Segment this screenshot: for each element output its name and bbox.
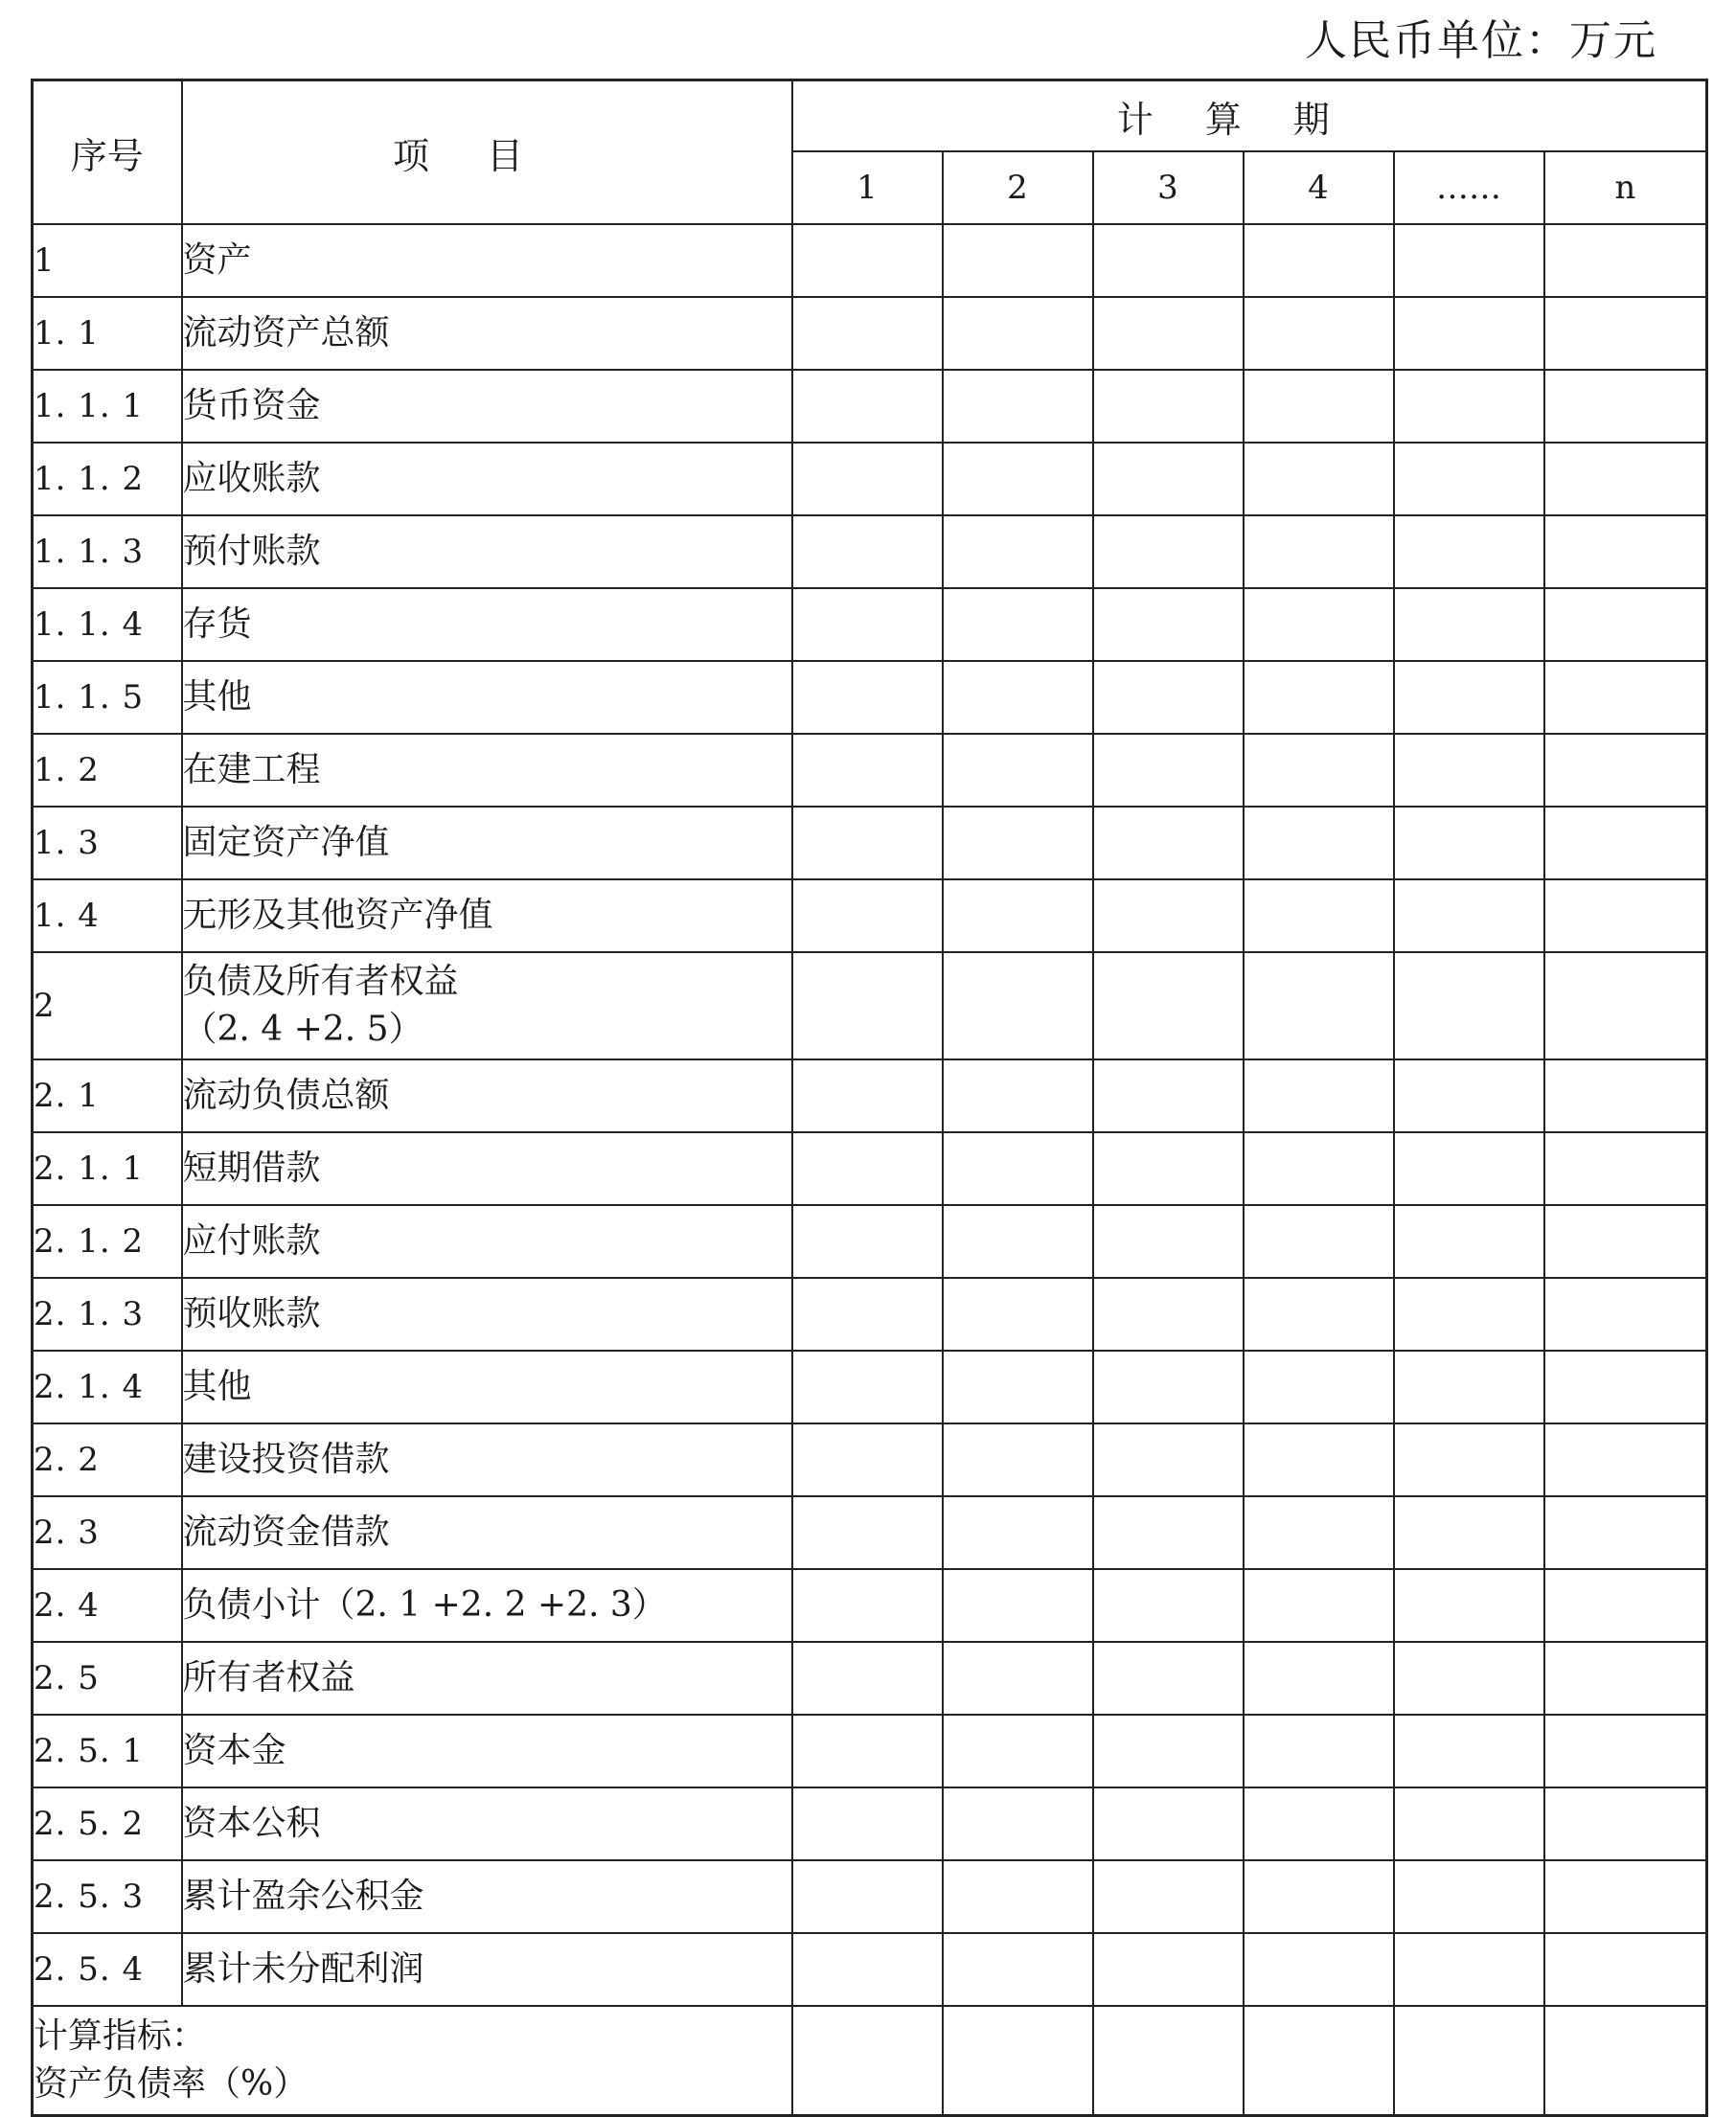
row-seq: 2. 1. 3	[33, 1278, 182, 1351]
value-cell[interactable]	[1394, 297, 1544, 370]
value-cell[interactable]	[1544, 807, 1707, 879]
table-row	[33, 952, 1707, 1059]
value-cell[interactable]	[943, 1132, 1093, 1205]
value-cell[interactable]	[1093, 1787, 1244, 1860]
value-cell[interactable]	[1093, 1132, 1244, 1205]
value-cell[interactable]	[1244, 2006, 1394, 2116]
value-cell[interactable]	[792, 588, 943, 661]
row-seq: 2. 1. 1	[33, 1132, 182, 1205]
value-cell[interactable]	[1394, 515, 1544, 588]
header-item	[182, 80, 792, 225]
table-row	[33, 297, 1707, 370]
row-item	[182, 370, 792, 443]
value-cell[interactable]	[1394, 1715, 1544, 1787]
value-cell[interactable]	[1244, 1278, 1394, 1351]
value-cell[interactable]	[792, 297, 943, 370]
row-item-label: 短期借款	[182, 1149, 321, 1188]
value-cell[interactable]	[943, 2006, 1093, 2116]
value-cell[interactable]	[792, 2006, 943, 2116]
row-seq: 1. 3	[33, 807, 182, 879]
table-row	[33, 1278, 1707, 1351]
value-cell[interactable]	[1394, 1860, 1544, 1933]
header-col-2: 2	[943, 151, 1093, 224]
value-cell[interactable]	[1394, 1496, 1544, 1569]
value-cell[interactable]	[1244, 879, 1394, 952]
value-cell[interactable]	[1244, 661, 1394, 734]
value-cell[interactable]	[1093, 2006, 1244, 2116]
table-row	[33, 1569, 1707, 1642]
indicator-cell	[33, 2006, 792, 2116]
row-item-label: 所有者权益	[182, 1658, 355, 1697]
header-period: 计算期	[792, 80, 1707, 152]
value-cell[interactable]	[943, 1423, 1093, 1496]
table-row	[33, 807, 1707, 879]
value-cell[interactable]	[1244, 1569, 1394, 1642]
value-cell[interactable]	[943, 661, 1093, 734]
row-seq: 1. 1. 3	[33, 515, 182, 588]
value-cell[interactable]	[1244, 1423, 1394, 1496]
value-cell[interactable]	[1544, 1860, 1707, 1933]
table-row	[33, 1423, 1707, 1496]
row-item	[182, 443, 792, 515]
row-item-label: 资本公积	[182, 1804, 321, 1843]
value-cell[interactable]	[1093, 1205, 1244, 1278]
value-cell[interactable]	[943, 1278, 1093, 1351]
value-cell[interactable]	[1544, 443, 1707, 515]
table-row	[33, 1860, 1707, 1933]
value-cell[interactable]	[1544, 370, 1707, 443]
value-cell[interactable]	[1093, 661, 1244, 734]
table-row	[33, 1642, 1707, 1715]
table-row	[33, 879, 1707, 952]
value-cell[interactable]	[943, 1205, 1093, 1278]
row-item	[182, 588, 792, 661]
value-cell[interactable]	[1093, 879, 1244, 952]
row-item	[182, 1715, 792, 1787]
value-cell[interactable]	[1093, 1860, 1244, 1933]
value-cell[interactable]	[1394, 1787, 1544, 1860]
value-cell[interactable]	[1244, 1496, 1394, 1569]
value-cell[interactable]	[943, 588, 1093, 661]
value-cell[interactable]	[1244, 443, 1394, 515]
value-cell[interactable]	[792, 1569, 943, 1642]
value-cell[interactable]	[792, 1715, 943, 1787]
row-item	[182, 1132, 792, 1205]
header-col-ellipsis: ……	[1394, 151, 1544, 224]
row-item-label: 固定资产净值	[182, 823, 390, 862]
value-cell[interactable]	[1093, 1933, 1244, 2006]
value-cell[interactable]	[1394, 1423, 1544, 1496]
table-row	[33, 370, 1707, 443]
value-cell[interactable]	[792, 807, 943, 879]
row-item-label: 应付账款	[182, 1221, 321, 1261]
value-cell[interactable]	[792, 443, 943, 515]
value-cell[interactable]	[1244, 1205, 1394, 1278]
row-item	[182, 807, 792, 879]
row-seq: 1. 1. 4	[33, 588, 182, 661]
row-item-label: 资产	[182, 240, 252, 280]
row-seq: 2. 5. 1	[33, 1715, 182, 1787]
value-cell[interactable]	[792, 661, 943, 734]
value-cell[interactable]	[1544, 1278, 1707, 1351]
value-cell[interactable]	[1394, 1205, 1544, 1278]
row-item-label: 预付账款	[182, 532, 321, 571]
row-seq: 2. 3	[33, 1496, 182, 1569]
row-seq: 2. 1	[33, 1059, 182, 1132]
row-item	[182, 1569, 792, 1642]
row-item-label: 负债及所有者权益	[182, 962, 459, 1001]
header-col-4: 4	[1244, 151, 1394, 224]
value-cell[interactable]	[943, 224, 1093, 297]
value-cell[interactable]	[1544, 879, 1707, 952]
value-cell[interactable]	[1093, 588, 1244, 661]
row-item	[182, 297, 792, 370]
value-cell[interactable]	[792, 515, 943, 588]
value-cell[interactable]	[1093, 807, 1244, 879]
value-cell[interactable]	[1244, 224, 1394, 297]
value-cell[interactable]	[1544, 1423, 1707, 1496]
value-cell[interactable]	[1093, 1569, 1244, 1642]
row-seq: 1	[33, 224, 182, 297]
value-cell[interactable]	[1544, 734, 1707, 807]
value-cell[interactable]	[1544, 1351, 1707, 1423]
row-seq: 2. 2	[33, 1423, 182, 1496]
row-item-label: 货币资金	[182, 386, 321, 425]
value-cell[interactable]	[1244, 734, 1394, 807]
row-item	[182, 1059, 792, 1132]
value-cell[interactable]	[1544, 1132, 1707, 1205]
row-item-label: 存货	[182, 604, 252, 644]
value-cell[interactable]	[1093, 1351, 1244, 1423]
table-row	[33, 661, 1707, 734]
value-cell[interactable]	[792, 952, 943, 1059]
value-cell[interactable]	[792, 224, 943, 297]
table-row	[33, 443, 1707, 515]
value-cell[interactable]	[1544, 224, 1707, 297]
table-row	[33, 1205, 1707, 1278]
value-cell[interactable]	[943, 515, 1093, 588]
value-cell[interactable]	[1544, 1569, 1707, 1642]
value-cell[interactable]	[943, 952, 1093, 1059]
value-cell[interactable]	[792, 1351, 943, 1423]
row-seq: 1. 1	[33, 297, 182, 370]
header-col-3: 3	[1093, 151, 1244, 224]
row-item-label: 资本金	[182, 1731, 286, 1770]
row-seq: 1. 4	[33, 879, 182, 952]
header-col-1: 1	[792, 151, 943, 224]
value-cell[interactable]	[1544, 661, 1707, 734]
value-cell[interactable]	[943, 879, 1093, 952]
row-item	[182, 734, 792, 807]
value-cell[interactable]	[1093, 1715, 1244, 1787]
value-cell[interactable]	[1093, 952, 1244, 1059]
value-cell[interactable]	[1544, 952, 1707, 1059]
row-item-label: 预收账款	[182, 1294, 321, 1333]
row-item-formula: （2. 4 +2. 5）	[182, 1010, 423, 1049]
value-cell[interactable]	[792, 879, 943, 952]
value-cell[interactable]	[1394, 734, 1544, 807]
table-row	[33, 1787, 1707, 1860]
value-cell[interactable]	[1244, 807, 1394, 879]
value-cell[interactable]	[1394, 952, 1544, 1059]
value-cell[interactable]	[1244, 1059, 1394, 1132]
value-cell[interactable]	[1394, 1569, 1544, 1642]
table-row	[33, 588, 1707, 661]
value-cell[interactable]	[792, 1642, 943, 1715]
value-cell[interactable]	[1093, 515, 1244, 588]
value-cell[interactable]	[1394, 661, 1544, 734]
row-item	[182, 1933, 792, 2006]
value-cell[interactable]	[792, 1496, 943, 1569]
value-cell[interactable]	[943, 1787, 1093, 1860]
row-item	[182, 879, 792, 952]
value-cell[interactable]	[792, 1423, 943, 1496]
value-cell[interactable]	[1093, 443, 1244, 515]
value-cell[interactable]	[943, 1642, 1093, 1715]
value-cell[interactable]	[1544, 1496, 1707, 1569]
row-item	[182, 1496, 792, 1569]
value-cell[interactable]	[1244, 1351, 1394, 1423]
value-cell[interactable]	[943, 443, 1093, 515]
row-item-label: 流动负债总额	[182, 1076, 390, 1115]
row-seq: 1. 1. 1	[33, 370, 182, 443]
value-cell[interactable]	[1244, 952, 1394, 1059]
value-cell[interactable]	[943, 1860, 1093, 1933]
value-cell[interactable]	[1544, 2006, 1707, 2116]
row-seq: 1. 1. 2	[33, 443, 182, 515]
value-cell[interactable]	[1244, 297, 1394, 370]
row-item-label: 应收账款	[182, 459, 321, 498]
table-body	[33, 224, 1707, 2116]
value-cell[interactable]	[1394, 2006, 1544, 2116]
table-row	[33, 1132, 1707, 1205]
row-item	[182, 1787, 792, 1860]
value-cell[interactable]	[1244, 1933, 1394, 2006]
value-cell[interactable]	[792, 370, 943, 443]
value-cell[interactable]	[1244, 1715, 1394, 1787]
value-cell[interactable]	[1544, 297, 1707, 370]
value-cell[interactable]	[792, 1933, 943, 2006]
row-seq: 2. 5. 4	[33, 1933, 182, 2006]
value-cell[interactable]	[1244, 1787, 1394, 1860]
row-item-label: 建设投资借款	[182, 1440, 390, 1479]
value-cell[interactable]	[943, 1059, 1093, 1132]
value-cell[interactable]	[792, 1860, 943, 1933]
value-cell[interactable]	[1093, 1642, 1244, 1715]
table-row	[33, 734, 1707, 807]
value-cell[interactable]	[1093, 1278, 1244, 1351]
value-cell[interactable]	[1544, 1933, 1707, 2006]
value-cell[interactable]	[943, 734, 1093, 807]
table-row	[33, 1933, 1707, 2006]
value-cell[interactable]	[792, 1278, 943, 1351]
unit-label: 人民币单位：万元	[1305, 16, 1657, 65]
balance-sheet-table	[31, 79, 1708, 2117]
table-row	[33, 1496, 1707, 1569]
table-row	[33, 515, 1707, 588]
value-cell[interactable]	[1394, 224, 1544, 297]
row-seq: 2. 1. 2	[33, 1205, 182, 1278]
row-item	[182, 1278, 792, 1351]
value-cell[interactable]	[1394, 807, 1544, 879]
row-seq: 1. 1. 5	[33, 661, 182, 734]
row-seq: 2	[33, 952, 182, 1059]
value-cell[interactable]	[1544, 515, 1707, 588]
value-cell[interactable]	[1244, 1132, 1394, 1205]
value-cell[interactable]	[1244, 515, 1394, 588]
row-item-label: 其他	[182, 1367, 252, 1406]
value-cell[interactable]	[1093, 1423, 1244, 1496]
value-cell[interactable]	[1394, 443, 1544, 515]
value-cell[interactable]	[1394, 370, 1544, 443]
row-item-label: 累计盈余公积金	[182, 1877, 424, 1916]
row-seq: 2. 5. 2	[33, 1787, 182, 1860]
row-seq: 2. 5	[33, 1642, 182, 1715]
value-cell[interactable]	[1244, 370, 1394, 443]
row-item	[182, 224, 792, 297]
value-cell[interactable]	[792, 1059, 943, 1132]
row-seq: 2. 4	[33, 1569, 182, 1642]
value-cell[interactable]	[1093, 370, 1244, 443]
row-seq: 2. 5. 3	[33, 1860, 182, 1933]
value-cell[interactable]	[1093, 734, 1244, 807]
row-item	[182, 952, 792, 1059]
value-cell[interactable]	[1544, 1715, 1707, 1787]
value-cell[interactable]	[943, 1933, 1093, 2006]
value-cell[interactable]	[1244, 1860, 1394, 1933]
row-item-label: 负债小计（2. 1 +2. 2 +2. 3）	[182, 1585, 667, 1625]
indicator-debt-ratio: 资产负债率（%）	[34, 2064, 308, 2104]
value-cell[interactable]	[1394, 588, 1544, 661]
value-cell[interactable]	[1093, 1059, 1244, 1132]
table-row	[33, 1715, 1707, 1787]
row-item	[182, 1351, 792, 1423]
table-row	[33, 1059, 1707, 1132]
header-item-label: 项目	[392, 134, 581, 177]
value-cell[interactable]	[1093, 1496, 1244, 1569]
value-cell[interactable]	[943, 297, 1093, 370]
value-cell[interactable]	[1544, 1059, 1707, 1132]
row-item	[182, 1423, 792, 1496]
row-item-label: 无形及其他资产净值	[182, 896, 493, 935]
value-cell[interactable]	[1394, 1933, 1544, 2006]
value-cell[interactable]	[943, 1569, 1093, 1642]
row-item-label: 其他	[182, 677, 252, 717]
value-cell[interactable]	[792, 734, 943, 807]
value-cell[interactable]	[1394, 1059, 1544, 1132]
row-item	[182, 1642, 792, 1715]
value-cell[interactable]	[943, 1496, 1093, 1569]
row-item	[182, 515, 792, 588]
value-cell[interactable]	[943, 1351, 1093, 1423]
value-cell[interactable]	[792, 1205, 943, 1278]
row-item-label: 在建工程	[182, 750, 321, 789]
value-cell[interactable]	[943, 1715, 1093, 1787]
row-seq: 2. 1. 4	[33, 1351, 182, 1423]
value-cell[interactable]	[1394, 1132, 1544, 1205]
value-cell[interactable]	[1244, 588, 1394, 661]
table-row	[33, 1351, 1707, 1423]
value-cell[interactable]	[1544, 588, 1707, 661]
value-cell[interactable]	[1244, 1642, 1394, 1715]
value-cell[interactable]	[792, 1787, 943, 1860]
indicator-row	[33, 2006, 1707, 2116]
value-cell[interactable]	[1093, 297, 1244, 370]
value-cell[interactable]	[1544, 1787, 1707, 1860]
header-seq: 序号	[33, 80, 182, 225]
row-item-label: 流动资产总额	[182, 313, 390, 353]
table-row	[33, 224, 1707, 297]
row-item-label: 累计未分配利润	[182, 1949, 424, 1989]
value-cell[interactable]	[1394, 1278, 1544, 1351]
row-item	[182, 1205, 792, 1278]
value-cell[interactable]	[1394, 879, 1544, 952]
value-cell[interactable]	[792, 1132, 943, 1205]
indicator-title: 计算指标：	[34, 2016, 207, 2056]
value-cell[interactable]	[1394, 1351, 1544, 1423]
row-seq: 1. 2	[33, 734, 182, 807]
value-cell[interactable]	[1544, 1205, 1707, 1278]
value-cell[interactable]	[943, 370, 1093, 443]
value-cell[interactable]	[1093, 224, 1244, 297]
value-cell[interactable]	[943, 807, 1093, 879]
row-item-label: 流动资金借款	[182, 1513, 390, 1552]
value-cell[interactable]	[1394, 1642, 1544, 1715]
row-item	[182, 1860, 792, 1933]
header-col-n: n	[1544, 151, 1707, 224]
row-item	[182, 661, 792, 734]
value-cell[interactable]	[1544, 1642, 1707, 1715]
